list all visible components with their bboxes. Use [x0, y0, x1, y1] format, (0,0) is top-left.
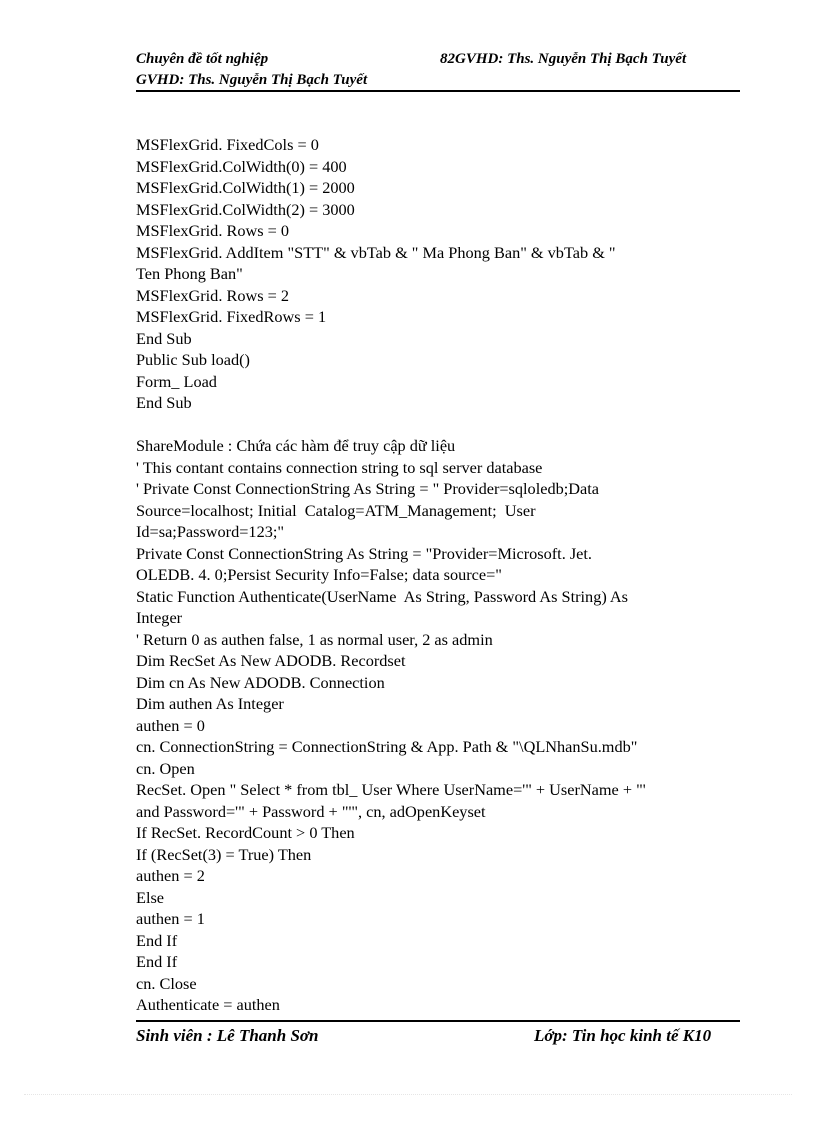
code-line: OLEDB. 4. 0;Persist Security Info=False; data source=" — [136, 565, 502, 584]
code-line: cn. Open — [136, 758, 195, 778]
code-line: Integer — [136, 608, 183, 627]
code-line: cn. Close — [136, 973, 197, 993]
code-line: Id=sa;Password=123;" — [136, 522, 285, 541]
code-line: Private Const ConnectionString As String = "Provider=Microsoft. Jet. — [136, 543, 592, 563]
code-line: MSFlexGrid. Rows = 0 — [136, 221, 290, 240]
code-line: End Sub — [136, 328, 192, 348]
footer-student: Sinh viên : Lê Thanh Sơn — [136, 1026, 319, 1045]
code-line: and Password='" + Password + "'", cn, adOpenKeyset — [136, 801, 486, 821]
code-line: Ten Phong Ban" — [136, 264, 243, 283]
code-line: RecSet. Open " Select * from tbl_ User Where UserName='" + UserName + "' — [136, 780, 646, 799]
code-line: If RecSet. RecordCount > 0 Then — [136, 823, 355, 842]
code-line: MSFlexGrid. AddItem "STT" & vbTab & " Ma Phong Ban" & vbTab & " — [136, 242, 616, 262]
code-line: authen = 1 — [136, 909, 205, 928]
code-line: MSFlexGrid.ColWidth(1) = 2000 — [136, 178, 355, 197]
code-line: End If — [136, 952, 178, 971]
code-line: ShareModule : Chứa các hàm để truy cập dữ liệu — [136, 436, 456, 455]
header-supervisor: GVHD: Ths. Nguyễn Thị Bạch Tuyết — [136, 72, 368, 88]
code-line: Else — [136, 887, 165, 907]
code-line: MSFlexGrid.ColWidth(0) = 400 — [136, 156, 347, 176]
code-line: ' Private Const ConnectionString As String = " Provider=sqloledb;Data — [136, 479, 599, 498]
code-line: MSFlexGrid. FixedRows = 1 — [136, 307, 327, 326]
page-edge-divider — [24, 1094, 792, 1095]
header-title: Chuyên đề tốt nghiệp — [136, 51, 269, 67]
code-line: End If — [136, 930, 178, 950]
header-page-supervisor: 82GVHD: Ths. Nguyễn Thị Bạch Tuyết — [440, 51, 687, 67]
code-line: MSFlexGrid. FixedCols = 0 — [136, 135, 319, 154]
code-line: cn. ConnectionString = ConnectionString & App. Path & "\QLNhanSu.mdb" — [136, 737, 638, 756]
code-line: Source=localhost; Initial Catalog=ATM_Management; User — [136, 500, 536, 520]
code-listing — [136, 134, 746, 1016]
code-line: Public Sub load() — [136, 350, 250, 369]
code-line: Authenticate = authen — [136, 995, 280, 1014]
code-line: Form_ Load — [136, 371, 217, 391]
code-line: authen = 2 — [136, 866, 205, 885]
code-line: Dim authen As Integer — [136, 694, 284, 713]
footer-rule — [136, 1020, 740, 1022]
code-line: End Sub — [136, 393, 192, 412]
header-rule — [136, 90, 740, 92]
footer-class: Lớp: Tin học kinh tế K10 — [534, 1026, 712, 1045]
code-line — [136, 414, 746, 436]
code-line: ' Return 0 as authen false, 1 as normal user, 2 as admin — [136, 629, 493, 649]
code-line: If (RecSet(3) = True) Then — [136, 844, 312, 864]
code-line: ' This contant contains connection string to sql server database — [136, 457, 543, 477]
code-line: MSFlexGrid.ColWidth(2) = 3000 — [136, 199, 355, 219]
code-line: authen = 0 — [136, 715, 205, 735]
code-line: Dim RecSet As New ADODB. Recordset — [136, 651, 406, 670]
code-line: MSFlexGrid. Rows = 2 — [136, 285, 290, 305]
code-line: Dim cn As New ADODB. Connection — [136, 672, 385, 692]
code-line: Static Function Authenticate(UserName As String, Password As String) As — [136, 586, 629, 606]
